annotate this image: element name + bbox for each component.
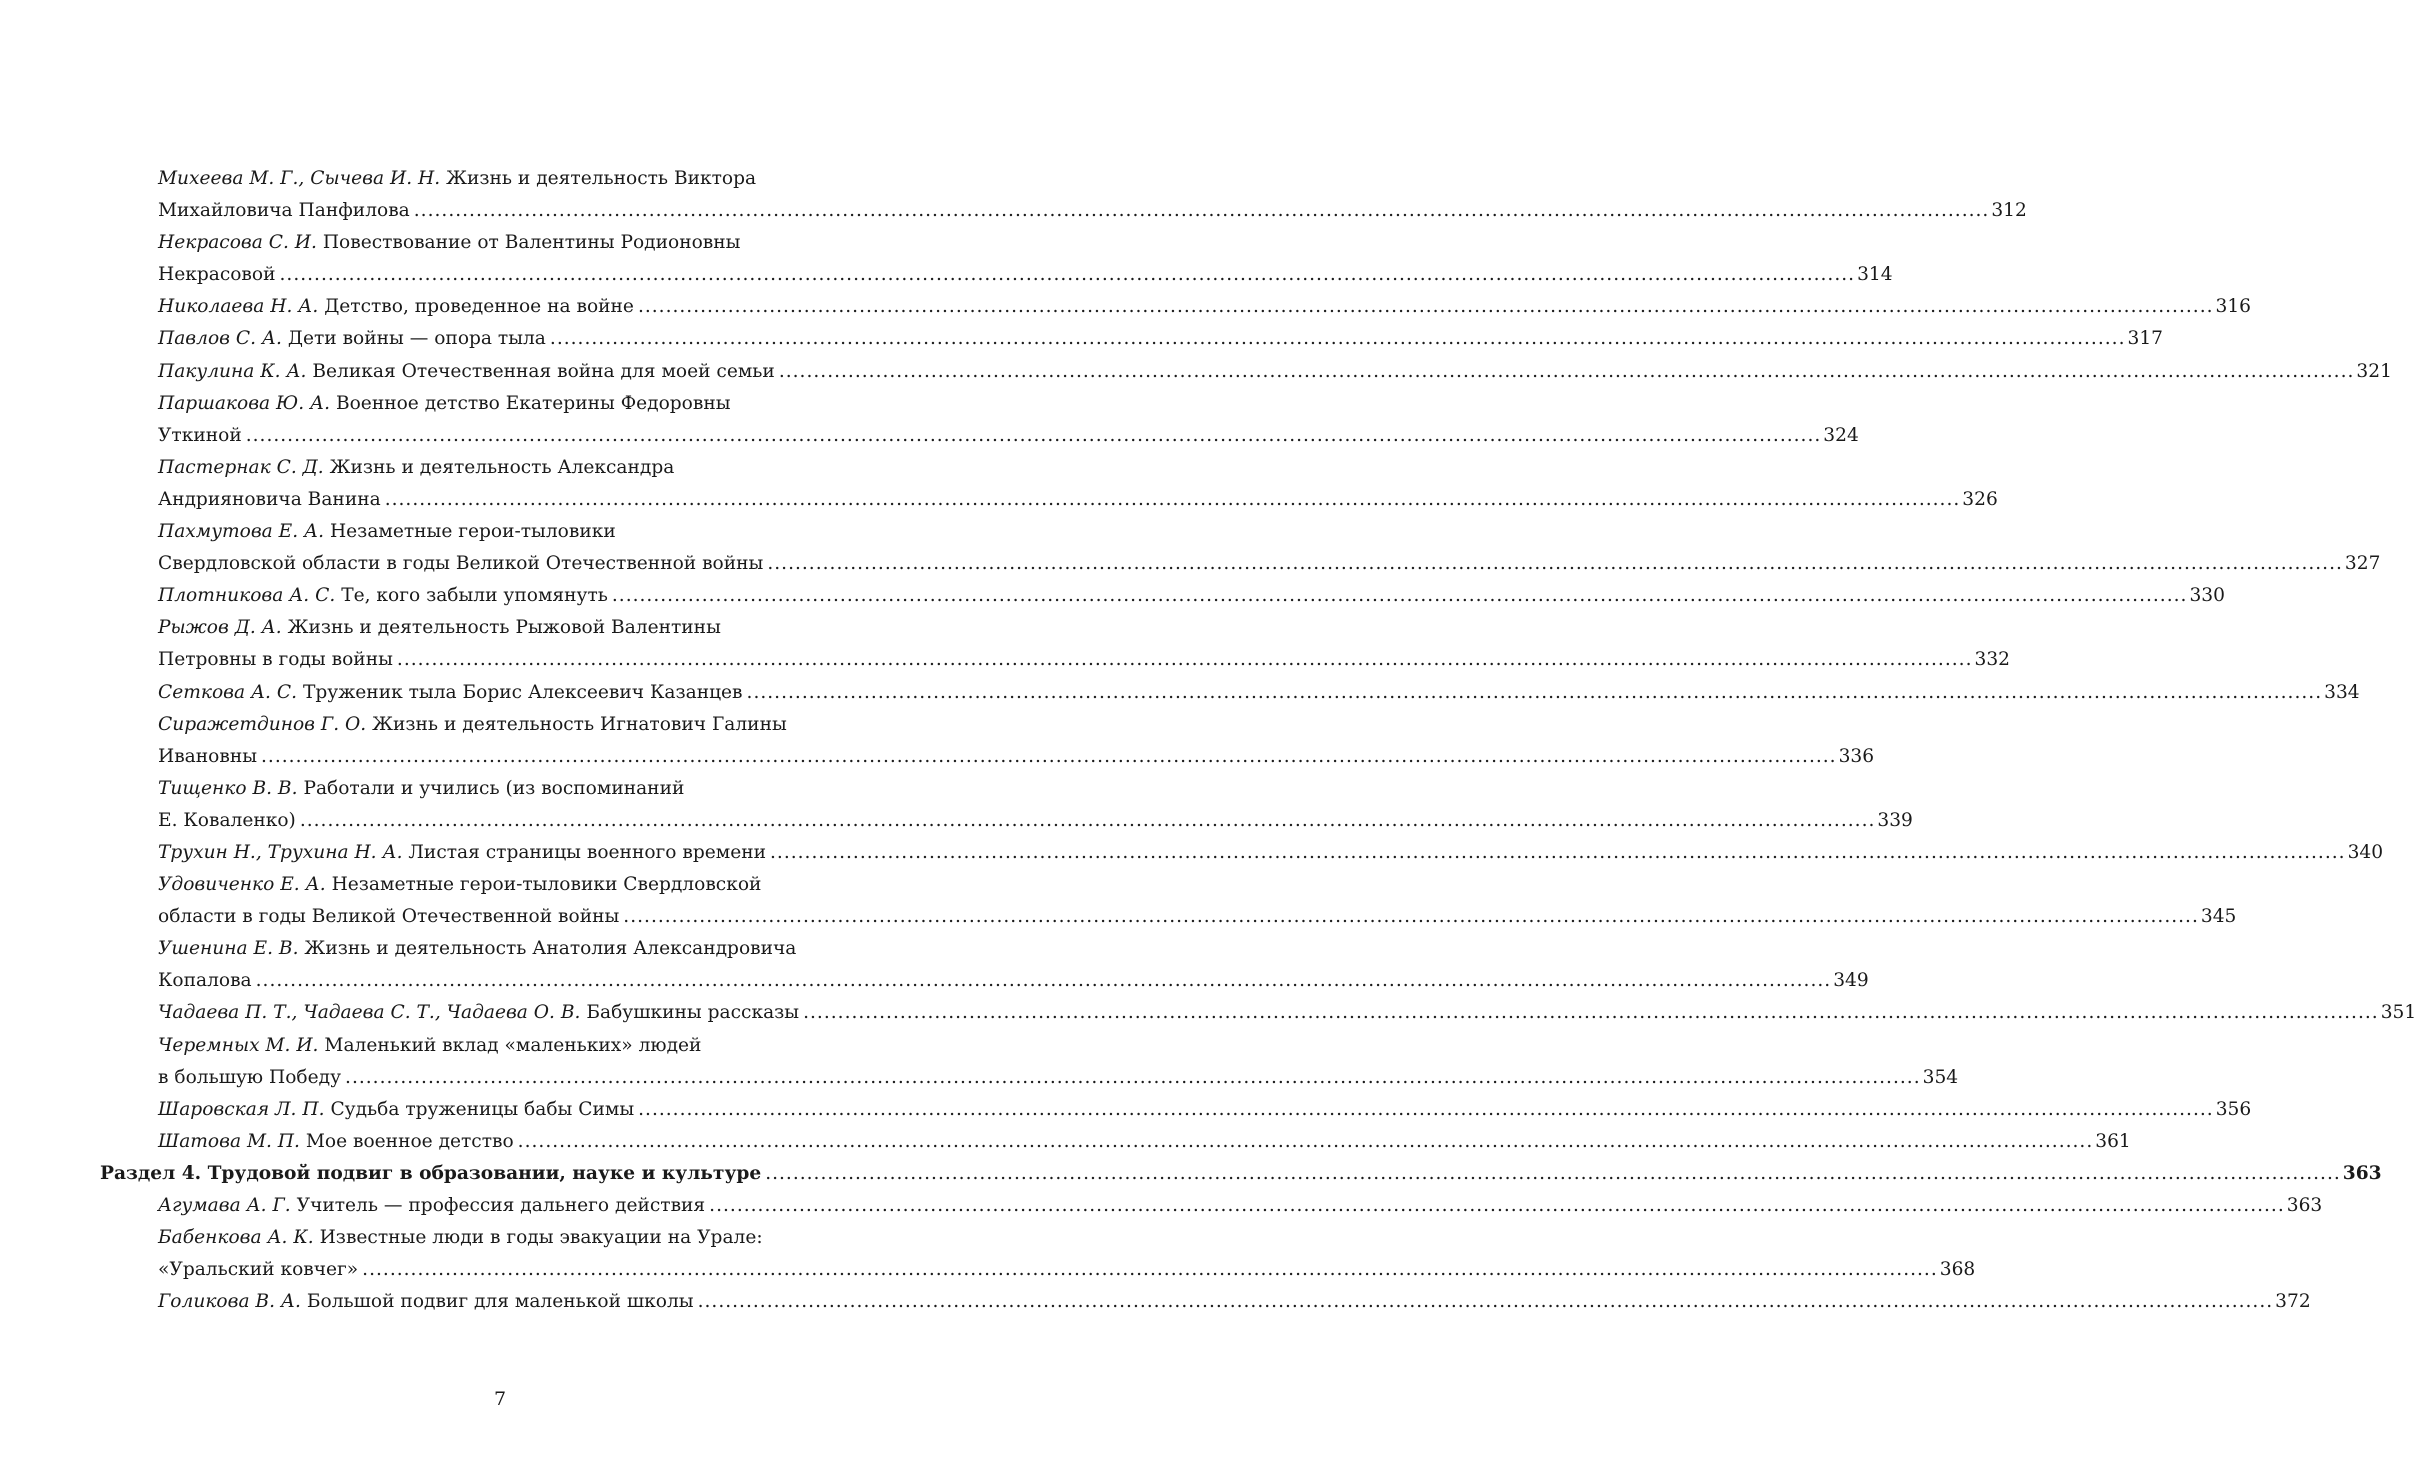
toc-entry: [0, 773, 1913, 837]
toc-line: [158, 677, 2360, 709]
dot-leader: [550, 323, 2126, 355]
toc-line-text: [158, 457, 674, 478]
toc-line: [158, 1286, 2311, 1318]
toc-line-text: [100, 1158, 761, 1190]
toc-title: Судьба труженицы бабы Симы: [330, 1098, 635, 1120]
toc-author: Паршакова Ю. А.: [158, 392, 331, 414]
toc-author: Тищенко В. В.: [158, 777, 298, 799]
toc-title: Повествование от Валентины Родионовны: [322, 232, 741, 254]
toc-page-number: 330: [2189, 585, 2225, 607]
toc-line-text: [158, 420, 242, 452]
toc-line-text: [158, 1286, 694, 1318]
toc-entry: [0, 516, 2381, 580]
page-number: 7: [493, 1388, 507, 1410]
dot-leader: [747, 677, 2323, 709]
toc-entry: [0, 1222, 1976, 1286]
toc-line-text: [158, 484, 381, 516]
toc-entry: [0, 227, 1893, 291]
toc-author: Плотникова А. С.: [158, 585, 336, 607]
toc-line: [158, 709, 816, 741]
toc-title: Уткиной: [158, 424, 242, 446]
toc-title: Военное детство Екатерины Федоровны: [335, 392, 731, 414]
toc-author: Шатова М. П.: [158, 1130, 300, 1152]
toc-entry: [0, 163, 2027, 227]
dot-leader: [638, 291, 2214, 323]
toc-page-number: 361: [2095, 1130, 2131, 1152]
toc-page-number: 321: [2356, 360, 2392, 382]
toc-line-text: [158, 393, 731, 414]
toc-page-number: 327: [2344, 553, 2381, 575]
toc-line: [158, 901, 2237, 933]
toc-title: Дети войны — опора тыла: [287, 328, 546, 350]
toc-entry: [0, 452, 1998, 516]
dot-leader: [709, 1190, 2285, 1222]
toc-line-text: [158, 1126, 514, 1158]
dot-leader: [362, 1254, 1938, 1286]
toc-author: Павлов С. А.: [158, 328, 282, 350]
toc-page-number: 349: [1833, 970, 1869, 992]
toc-author: Некрасова С. И.: [158, 232, 317, 254]
dot-leader: [397, 644, 1973, 676]
toc-line: [158, 869, 816, 901]
toc-line-text: [158, 805, 296, 837]
toc-title: Незаметные герои-тыловики Свердловской: [331, 874, 762, 896]
toc-line: [158, 805, 1913, 837]
toc-line: [158, 388, 816, 420]
toc-author: Удовиченко Е. А.: [158, 874, 326, 896]
toc-line: [158, 420, 1859, 452]
toc-entry: [0, 677, 2360, 709]
toc-title: Жизнь и деятельность Виктора: [446, 168, 757, 189]
toc-page-number: 339: [1877, 809, 1913, 831]
toc-entry: [0, 1286, 2311, 1318]
toc-line-text: [158, 617, 721, 638]
toc-line: [158, 484, 1998, 516]
toc-line-text: [158, 168, 756, 189]
toc-author: Голикова В. А.: [158, 1291, 301, 1313]
toc-entry: [0, 709, 1875, 773]
toc-title: «Уральский ковчег»: [158, 1259, 359, 1281]
dot-leader: [256, 965, 1832, 997]
dot-leader: [345, 1062, 1921, 1094]
toc-page-number: 356: [2215, 1098, 2252, 1120]
toc-title: Бабушкины рассказы: [586, 1002, 800, 1024]
toc-author: Чадаева П. Т., Чадаева С. Т., Чадаева О. В.: [158, 1002, 581, 1024]
toc-title: Жизнь и деятельность Рыжовой Валентины: [287, 617, 721, 639]
toc-title: Листая страницы военного времени: [408, 841, 766, 863]
toc-title: Труженик тыла Борис Алексеевич Казанцев: [302, 681, 743, 703]
toc-title: Те, кого забыли упомянуть: [341, 585, 608, 607]
toc-author: Пакулина К. А.: [158, 360, 307, 382]
toc-line-text: [158, 874, 761, 895]
toc-author: Пастернак С. Д.: [158, 456, 324, 478]
toc-title: области в годы Великой Отечественной войны: [158, 906, 620, 928]
toc-line: [158, 1190, 2323, 1222]
toc-line-text: [158, 232, 740, 253]
toc-page-number: 345: [2200, 906, 2237, 928]
toc-title: Свердловской области в годы Великой Отечественной войны: [158, 553, 764, 575]
toc-title: Мое военное детство: [305, 1130, 514, 1152]
toc-title: Детство, проведенное на войне: [324, 296, 634, 318]
toc-title: Великая Отечественная война для моей семьи: [312, 360, 775, 382]
dot-leader: [261, 741, 1837, 773]
toc-line: [158, 644, 2010, 676]
toc-line-text: [158, 1094, 634, 1126]
toc-title: Жизнь и деятельность Александра: [329, 456, 675, 478]
toc-line: [158, 1062, 1959, 1094]
dot-leader: [414, 195, 1990, 227]
toc-title: Некрасовой: [158, 264, 276, 286]
toc-title: Жизнь и деятельность Анатолия Александровича: [304, 938, 797, 960]
toc-page-number: 312: [1991, 200, 2027, 222]
toc-page-number: 314: [1857, 264, 1893, 286]
toc-author: Николаева Н. А.: [158, 296, 319, 318]
toc-page-number: 317: [2127, 328, 2163, 350]
dot-leader: [698, 1286, 2274, 1318]
toc-section-heading: [0, 1158, 2382, 1190]
toc-line: [158, 612, 816, 644]
toc-entry: [0, 612, 2010, 676]
toc-line: [158, 323, 2163, 355]
toc-entry: [0, 323, 2163, 355]
toc-author: Михеева М. Г., Сычева И. Н.: [158, 168, 441, 189]
dot-leader: [779, 356, 2355, 388]
toc-page-number: 340: [2347, 841, 2384, 863]
toc-title: Е. Коваленко): [158, 809, 296, 831]
toc-title: Известные люди в годы эвакуации на Урале:: [319, 1227, 763, 1249]
toc-line: [158, 195, 2027, 227]
toc-entry: [0, 1094, 2252, 1126]
toc-line: [158, 997, 2416, 1029]
toc-author: Сиражетдинов Г. О.: [158, 713, 367, 735]
dot-leader: [638, 1094, 2214, 1126]
toc-line-text: [158, 997, 799, 1029]
toc-entry: [0, 837, 2384, 869]
toc-line: [158, 452, 816, 484]
toc-line: [158, 933, 816, 965]
toc-line-text: [158, 1190, 705, 1222]
toc-line: [158, 741, 1875, 773]
toc-page-number: 332: [1974, 649, 2010, 671]
toc-line-text: [158, 1254, 358, 1286]
toc-title: Михайловича Панфилова: [158, 200, 410, 222]
toc-line: [158, 291, 2252, 323]
toc-line-text: [158, 195, 410, 227]
toc-entry: [0, 291, 2252, 323]
toc-line-text: [158, 644, 393, 676]
toc-line-text: [158, 1035, 701, 1056]
toc-line: [158, 1030, 816, 1062]
toc-page-number: 316: [2215, 296, 2252, 318]
toc-title: в большую Победу: [158, 1066, 342, 1088]
toc-line: [158, 227, 816, 259]
toc-line-text: [158, 901, 619, 933]
toc-title: Копалова: [158, 970, 252, 992]
toc-line: [158, 516, 816, 548]
toc-author: Рыжов Д. А.: [158, 617, 282, 639]
toc-title: Андрияновича Ванина: [158, 488, 381, 510]
toc-line-text: [158, 1227, 763, 1248]
toc-title: Жизнь и деятельность Игнатович Галины: [372, 713, 787, 735]
toc-page-number: 351: [2380, 1002, 2416, 1024]
toc-line: [100, 1158, 2382, 1190]
toc-entry: [0, 1190, 2323, 1222]
toc-line: [158, 1222, 816, 1254]
toc-title: Петровны в годы войны: [158, 649, 393, 671]
toc-author: Трухин Н., Трухина Н. А.: [158, 841, 403, 863]
toc-entry: [0, 1030, 1959, 1094]
table-of-contents: [0, 163, 2416, 1318]
toc-line-text: [158, 965, 252, 997]
toc-page-number: 334: [2324, 681, 2360, 703]
toc-line-text: [158, 323, 546, 355]
toc-line-text: [158, 521, 616, 542]
dot-leader: [300, 805, 1876, 837]
toc-line-text: [158, 1062, 341, 1094]
toc-line: [158, 1094, 2252, 1126]
dot-leader: [803, 997, 2379, 1029]
dot-leader: [280, 259, 1856, 291]
toc-line-text: [158, 677, 743, 709]
toc-line: [158, 548, 2381, 580]
dot-leader: [623, 901, 2199, 933]
toc-line-text: [158, 778, 684, 799]
toc-line: [158, 965, 1869, 997]
toc-line: [158, 163, 816, 195]
toc-author: Агумава А. Г.: [158, 1195, 291, 1216]
toc-author: Ушенина Е. В.: [158, 938, 299, 960]
toc-line: [158, 837, 2384, 869]
toc-line-text: [158, 741, 257, 773]
dot-leader: [385, 484, 1961, 516]
toc-line-text: [158, 291, 634, 323]
toc-line: [158, 1254, 1976, 1286]
toc-page-number: 324: [1823, 424, 1859, 446]
toc-author: Бабенкова А. К.: [158, 1227, 314, 1249]
toc-page-number: 354: [1922, 1066, 1959, 1088]
toc-author: Шаровская Л. П.: [158, 1098, 325, 1120]
dot-leader: [765, 1158, 2341, 1190]
toc-page-number: 363: [2342, 1162, 2382, 1184]
dot-leader: [767, 548, 2343, 580]
toc-page-number: 326: [1962, 488, 1998, 510]
toc-author: Черемных М. И.: [158, 1034, 319, 1056]
toc-author: Пахмутова Е. А.: [158, 521, 325, 543]
toc-line: [158, 580, 2225, 612]
toc-page-number: 363: [2286, 1195, 2323, 1216]
toc-title: Маленький вклад «маленьких» людей: [324, 1034, 702, 1056]
toc-line-text: [158, 548, 763, 580]
toc-title: Большой подвиг для маленькой школы: [306, 1291, 694, 1313]
toc-line: [158, 773, 816, 805]
toc-line: [158, 259, 1893, 291]
toc-entry: [0, 933, 1869, 997]
dot-leader: [770, 837, 2346, 869]
toc-line: [158, 1126, 2131, 1158]
toc-line-text: [158, 356, 775, 388]
dot-leader: [612, 580, 2188, 612]
toc-line-text: [158, 714, 787, 735]
toc-line-text: [158, 938, 796, 959]
toc-title: Раздел 4. Трудовой подвиг в образовании, науке и культуре: [100, 1162, 762, 1184]
toc-entry: [0, 869, 2237, 933]
toc-page-number: 336: [1838, 745, 1875, 767]
toc-author: Сеткова А. С.: [158, 681, 298, 703]
toc-title: Ивановны: [158, 745, 258, 767]
toc-page-number: 368: [1939, 1259, 1976, 1281]
dot-leader: [518, 1126, 2094, 1158]
toc-line-text: [158, 259, 276, 291]
toc-line-text: [158, 580, 608, 612]
toc-title: Учитель — профессия дальнего действия: [296, 1195, 706, 1216]
toc-title: Работали и учились (из воспоминаний: [303, 777, 685, 799]
toc-entry: [0, 1126, 2131, 1158]
toc-entry: [0, 356, 2392, 388]
toc-entry: [0, 580, 2225, 612]
toc-entry: [0, 997, 2416, 1029]
toc-page-number: 372: [2275, 1291, 2311, 1313]
toc-line-text: [158, 837, 766, 869]
toc-line: [158, 356, 2392, 388]
dot-leader: [246, 420, 1822, 452]
toc-entry: [0, 388, 1859, 452]
toc-title: Незаметные герои-тыловики: [329, 521, 616, 543]
